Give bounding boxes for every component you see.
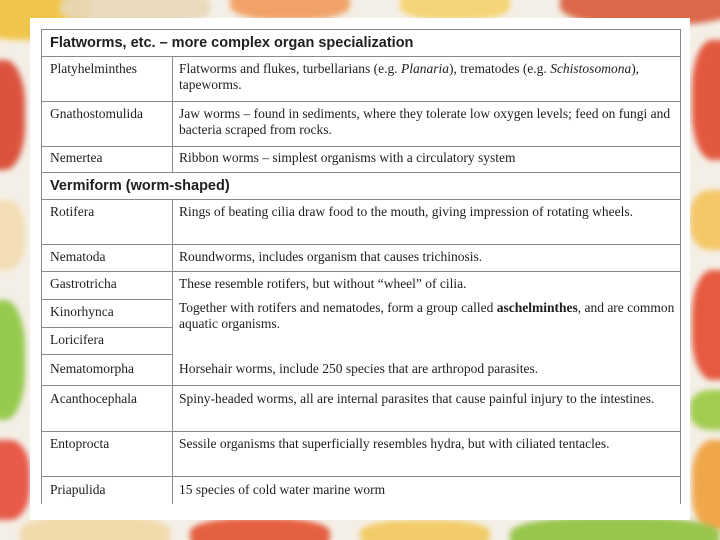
candy-blob [690, 190, 720, 250]
phylum-name: Priapulida [42, 477, 173, 505]
candy-blob [360, 520, 490, 540]
phylum-name: Gnathostomulida [42, 102, 173, 147]
candy-blob [692, 40, 720, 160]
candy-blob [510, 517, 720, 540]
candy-blob [190, 518, 330, 540]
phylum-description: Sessile organisms that superficially resembles hydra, but with ciliated tentacles. [173, 432, 681, 477]
phylum-name: Nematoda [42, 245, 173, 272]
phylum-description: Jaw worms – found in sediments, where they tolerate low oxygen levels; feed on fungi and bacteria scraped from rocks. [173, 102, 681, 147]
candy-blob [400, 0, 510, 20]
candy-blob [692, 270, 720, 380]
phylum-name: Platyhelminthes [42, 57, 173, 102]
candy-blob [690, 390, 720, 430]
phylum-name: Nemertea [42, 147, 173, 173]
phylum-description: Rings of beating cilia draw food to the mouth, giving impression of rotating wheels. [173, 200, 681, 245]
table-row [42, 57, 681, 102]
phylum-description: Spiny-headed worms, all are internal parasites that cause painful injury to the intestines. [173, 386, 681, 432]
section-title-vermiform: Vermiform (worm-shaped) [42, 173, 681, 200]
phylum-name: Entoprocta [42, 432, 173, 477]
phylum-name: Nematomorpha [42, 355, 173, 386]
table-row [42, 355, 681, 386]
section-header-row [42, 30, 681, 57]
candy-blob [0, 60, 25, 170]
table-row [42, 200, 681, 245]
candy-blob [692, 440, 720, 530]
phylum-description: Horsehair worms, include 250 species that are arthropod parasites. [173, 355, 681, 386]
slide-card [30, 18, 690, 520]
organism-table [41, 29, 681, 504]
phylum-description: Together with rotifers and nematodes, form a group called aschelminthes, and are common aquatic organisms. [173, 300, 681, 355]
phylum-name: Gastrotricha [42, 272, 173, 300]
table-row [42, 147, 681, 173]
phylum-name: Loricifera [42, 328, 173, 355]
phylum-description: These resemble rotifers, but without “wheel” of cilia. [173, 272, 681, 300]
candy-blob [230, 0, 350, 20]
phylum-name: Kinorhynca [42, 300, 173, 328]
section-title-flatworms: Flatworms, etc. – more complex organ specialization [42, 30, 681, 57]
table-row [42, 386, 681, 432]
table-row [42, 477, 681, 505]
candy-blob [0, 300, 25, 420]
section-header-row [42, 173, 681, 200]
table-row [42, 272, 681, 300]
table-row [42, 102, 681, 147]
phylum-description: Flatworms and flukes, turbellarians (e.g. Planaria), trematodes (e.g. Schistosomona), tapeworms. [173, 57, 681, 102]
phylum-description: 15 species of cold water marine worm [173, 477, 681, 505]
phylum-description: Ribbon worms – simplest organisms with a circulatory system [173, 147, 681, 173]
candy-blob [0, 440, 30, 520]
table-row [42, 245, 681, 272]
table-row [42, 300, 681, 328]
table-row [42, 432, 681, 477]
phylum-description: Roundworms, includes organism that causes trichinosis. [173, 245, 681, 272]
phylum-name: Acanthocephala [42, 386, 173, 432]
phylum-name: Rotifera [42, 200, 173, 245]
candy-blob [0, 200, 25, 270]
